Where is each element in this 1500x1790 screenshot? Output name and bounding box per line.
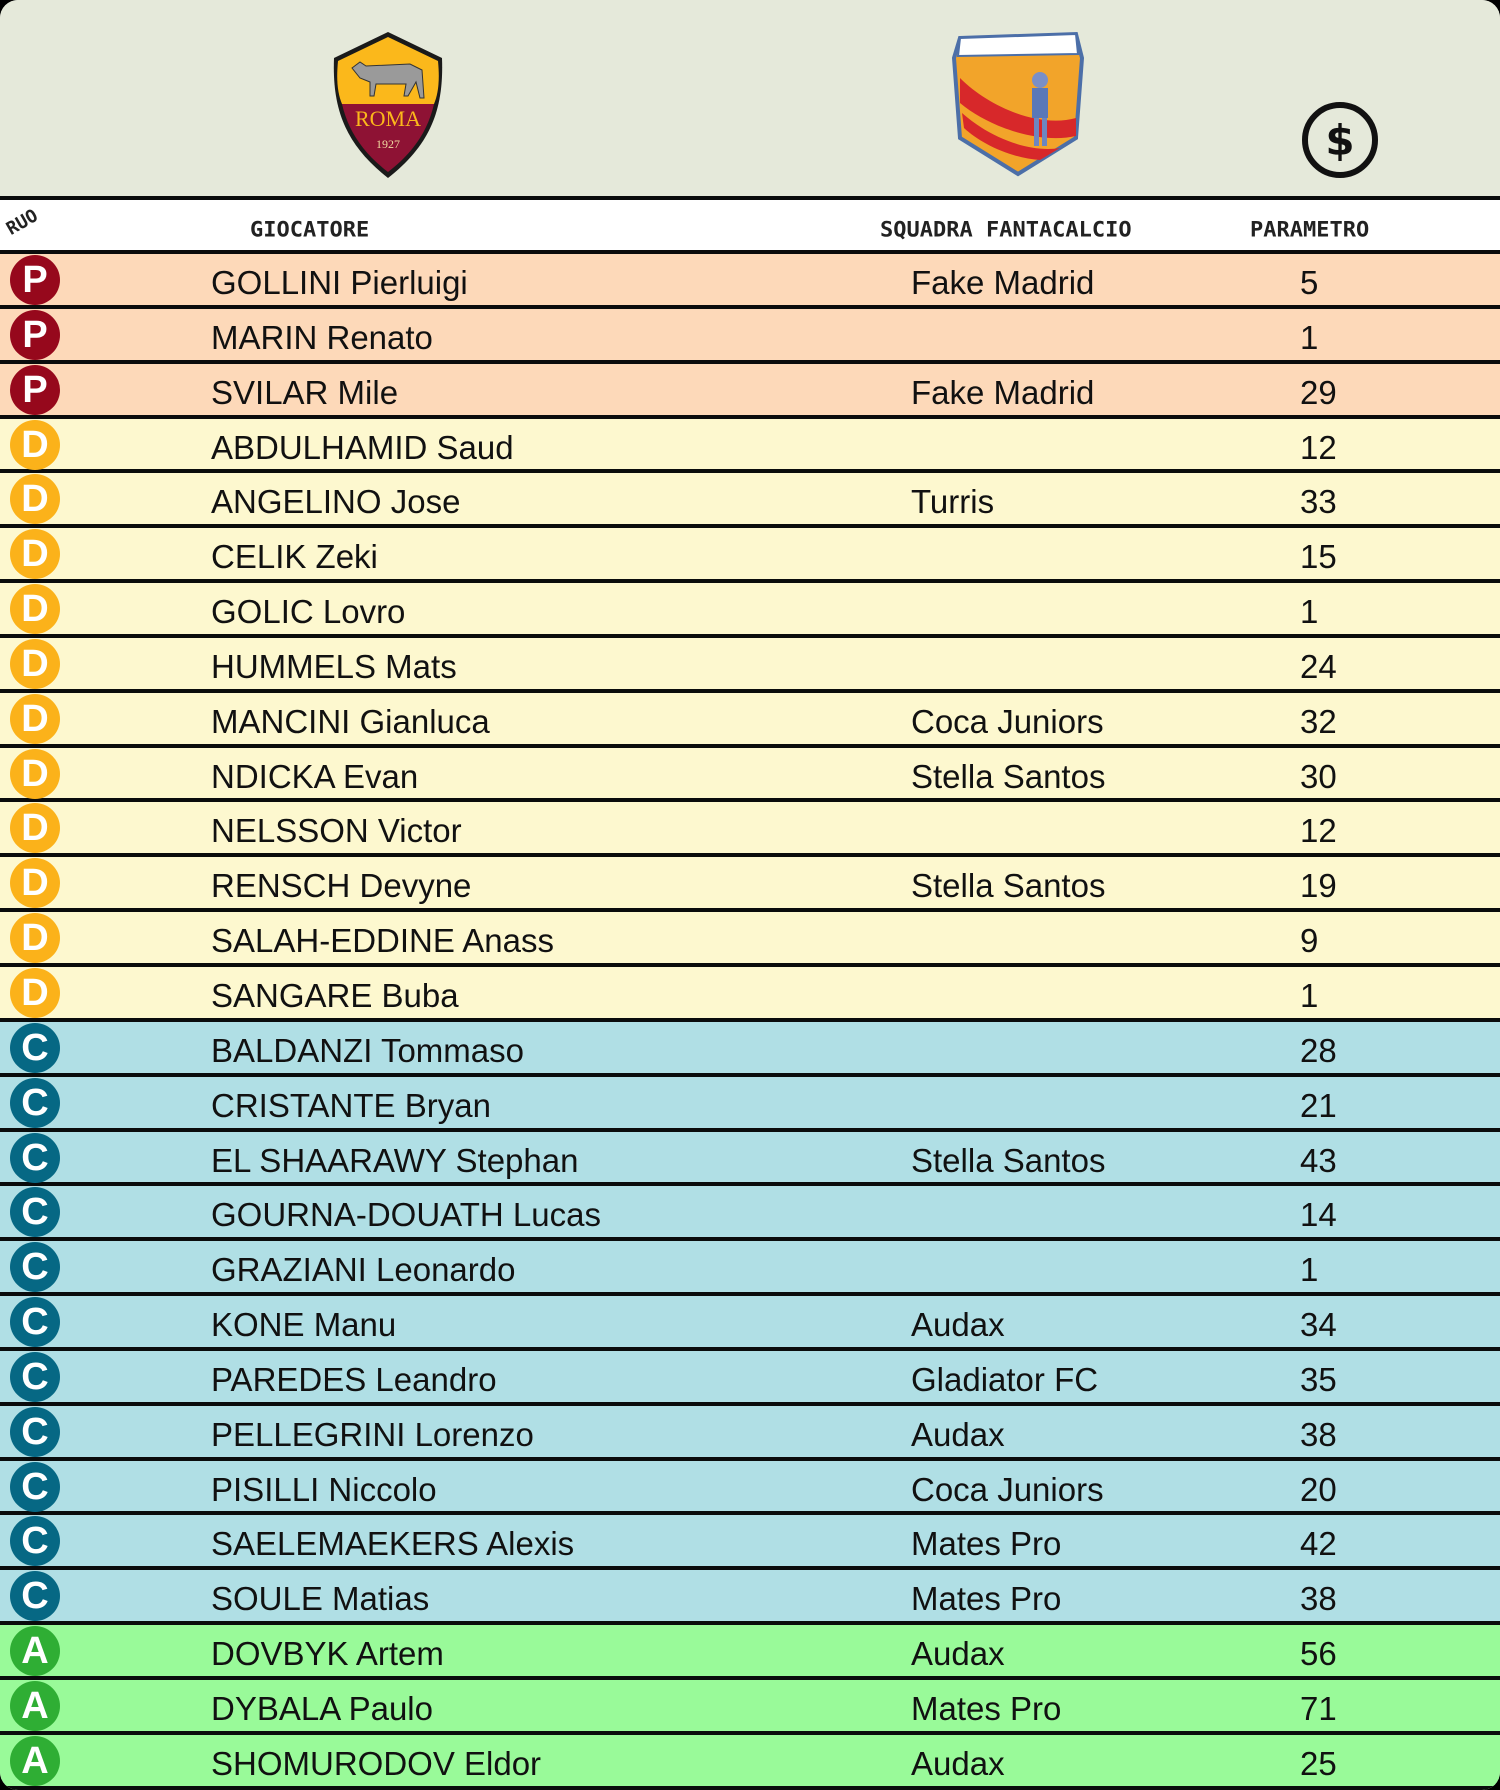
fantasy-team: Turris <box>911 483 995 521</box>
player-name: DOVBYK Artem <box>211 1635 444 1673</box>
column-header-row <box>0 196 1500 254</box>
role-badge: C <box>10 1078 60 1128</box>
player-name: SANGARE Buba <box>211 976 459 1014</box>
role-badge: C <box>10 1187 60 1237</box>
role-badge: D <box>10 913 60 963</box>
fantasy-team: Coca Juniors <box>911 1470 1104 1508</box>
table-row[interactable] <box>0 419 1500 474</box>
fantasy-team: Fake Madrid <box>911 373 1095 411</box>
role-badge: D <box>10 584 60 634</box>
table-row[interactable] <box>0 1241 1500 1296</box>
role-badge: P <box>10 365 60 415</box>
parameter-value: 35 <box>1300 1360 1337 1398</box>
column-header-role[interactable]: RUO <box>2 205 42 240</box>
table-row[interactable] <box>0 1351 1500 1406</box>
role-badge: C <box>10 1462 60 1512</box>
player-name: ABDULHAMID Saud <box>211 428 514 466</box>
role-badge: D <box>10 639 60 689</box>
player-name: DYBALA Paulo <box>211 1689 433 1727</box>
table-row[interactable] <box>0 1022 1500 1077</box>
table-row[interactable] <box>0 309 1500 364</box>
parameter-value: 1 <box>1300 593 1319 631</box>
parameter-value: 21 <box>1300 1086 1337 1124</box>
parameter-value: 38 <box>1300 1580 1337 1618</box>
role-badge: C <box>10 1407 60 1457</box>
player-list <box>0 254 1500 1790</box>
player-name: PELLEGRINI Lorenzo <box>211 1415 534 1453</box>
player-name: ANGELINO Jose <box>211 483 461 521</box>
role-badge: C <box>10 1571 60 1621</box>
role-badge: P <box>10 310 60 360</box>
player-name: SHOMURODOV Eldor <box>211 1744 542 1782</box>
role-badge: D <box>10 420 60 470</box>
fantasy-team: Audax <box>911 1415 1005 1453</box>
role-badge: C <box>10 1297 60 1347</box>
player-name: CELIK Zeki <box>211 538 378 576</box>
dollar-sign: $ <box>1325 116 1355 165</box>
player-name: MANCINI Gianluca <box>211 702 490 740</box>
player-name: CRISTANTE Bryan <box>211 1086 491 1124</box>
role-badge: D <box>10 749 60 799</box>
parameter-value: 24 <box>1300 647 1337 685</box>
table-row[interactable] <box>0 1186 1500 1241</box>
player-name: SAELEMAEKERS Alexis <box>211 1525 575 1563</box>
player-name: PISILLI Niccolo <box>211 1470 437 1508</box>
column-header-team[interactable]: SQUADRA FANTACALCIO <box>880 218 1132 243</box>
player-name: SOULE Matias <box>211 1580 430 1618</box>
table-row[interactable] <box>0 1735 1500 1790</box>
role-badge: C <box>10 1352 60 1402</box>
fantasy-team: Mates Pro <box>911 1580 1062 1618</box>
parameter-value: 71 <box>1300 1689 1337 1727</box>
table-row[interactable] <box>0 857 1500 912</box>
role-badge: D <box>10 968 60 1018</box>
table-row[interactable] <box>0 802 1500 857</box>
player-name: SALAH-EDDINE Anass <box>211 922 554 960</box>
role-badge: A <box>10 1626 60 1676</box>
role-badge: D <box>10 529 60 579</box>
header-band <box>0 0 1500 196</box>
table-row[interactable] <box>0 1570 1500 1625</box>
table-row[interactable] <box>0 1461 1500 1516</box>
player-name: NELSSON Victor <box>211 812 462 850</box>
table-row[interactable] <box>0 638 1500 693</box>
table-row[interactable] <box>0 912 1500 967</box>
parameter-value: 30 <box>1300 757 1337 795</box>
table-row[interactable] <box>0 967 1500 1022</box>
fantasy-team: Stella Santos <box>911 867 1106 905</box>
parameter-value: 9 <box>1300 922 1319 960</box>
player-name: NDICKA Evan <box>211 757 419 795</box>
role-badge: A <box>10 1681 60 1731</box>
role-badge: D <box>10 474 60 524</box>
role-badge: C <box>10 1023 60 1073</box>
parameter-value: 33 <box>1300 483 1337 521</box>
parameter-value: 12 <box>1300 428 1337 466</box>
role-badge: D <box>10 858 60 908</box>
table-row[interactable] <box>0 473 1500 528</box>
fantasy-team: Audax <box>911 1635 1005 1673</box>
parameter-value: 15 <box>1300 538 1337 576</box>
fantasy-team: Mates Pro <box>911 1689 1062 1727</box>
role-badge: C <box>10 1516 60 1566</box>
parameter-value: 1 <box>1300 1251 1319 1289</box>
role-badge: C <box>10 1242 60 1292</box>
table-row[interactable] <box>0 1680 1500 1735</box>
player-name: RENSCH Devyne <box>211 867 472 905</box>
player-name: EL SHAARAWY Stephan <box>211 1141 579 1179</box>
role-badge: A <box>10 1736 60 1786</box>
player-name: GRAZIANI Leonardo <box>211 1251 516 1289</box>
role-badge: P <box>10 255 60 305</box>
table-row[interactable] <box>0 748 1500 803</box>
parameter-value: 25 <box>1300 1744 1337 1782</box>
table-row[interactable] <box>0 1132 1500 1187</box>
player-name: GOLIC Lovro <box>211 593 406 631</box>
table-row[interactable] <box>0 1515 1500 1570</box>
table-row[interactable] <box>0 693 1500 748</box>
player-name: HUMMELS Mats <box>211 647 457 685</box>
fantasy-team: Gladiator FC <box>911 1360 1099 1398</box>
parameter-value: 14 <box>1300 1196 1337 1234</box>
role-badge: D <box>10 803 60 853</box>
column-header-parameter[interactable]: PARAMETRO <box>1250 218 1370 243</box>
column-header-player[interactable]: GIOCATORE <box>250 218 370 243</box>
player-name: KONE Manu <box>211 1306 397 1344</box>
fantasy-team: Stella Santos <box>911 1141 1106 1179</box>
player-name: GOURNA-DOUATH Lucas <box>211 1196 601 1234</box>
crest-text-roma: ROMA <box>354 106 422 131</box>
table-row[interactable] <box>0 583 1500 638</box>
player-name: GOLLINI Pierluigi <box>211 264 468 301</box>
as-roma-crest-icon <box>330 30 446 180</box>
parameter-value: 29 <box>1300 373 1337 411</box>
parameter-value: 28 <box>1300 1031 1337 1069</box>
parameter-value: 38 <box>1300 1415 1337 1453</box>
fantasy-team: Coca Juniors <box>911 702 1104 740</box>
table-row[interactable] <box>0 1077 1500 1132</box>
table-row[interactable] <box>0 254 1500 309</box>
crest-text-year: 1927 <box>376 137 400 151</box>
player-name: SVILAR Mile <box>211 373 399 411</box>
parameter-value: 19 <box>1300 867 1337 905</box>
dollar-coin-icon <box>1300 100 1380 180</box>
parameter-value: 56 <box>1300 1635 1337 1673</box>
parameter-value: 34 <box>1300 1306 1337 1344</box>
fantasy-team: Audax <box>911 1306 1005 1344</box>
table-row[interactable] <box>0 1296 1500 1351</box>
parameter-value: 5 <box>1300 264 1319 301</box>
fantasy-team: Audax <box>911 1744 1005 1782</box>
table-row[interactable] <box>0 1406 1500 1461</box>
parameter-value: 12 <box>1300 812 1337 850</box>
role-badge: C <box>10 1133 60 1183</box>
table-row[interactable] <box>0 1625 1500 1680</box>
league-crest-icon <box>950 28 1086 178</box>
player-name: MARIN Renato <box>211 318 433 356</box>
parameter-value: 43 <box>1300 1141 1337 1179</box>
fantasy-team: Mates Pro <box>911 1525 1062 1563</box>
parameter-value: 32 <box>1300 702 1337 740</box>
parameter-value: 1 <box>1300 318 1319 356</box>
fantasy-team: Fake Madrid <box>911 264 1095 301</box>
parameter-value: 42 <box>1300 1525 1337 1563</box>
player-name: BALDANZI Tommaso <box>211 1031 524 1069</box>
player-name: PAREDES Leandro <box>211 1360 497 1398</box>
role-badge: D <box>10 694 60 744</box>
table-row[interactable] <box>0 364 1500 419</box>
table-row[interactable] <box>0 528 1500 583</box>
parameter-value: 20 <box>1300 1470 1337 1508</box>
parameter-value: 1 <box>1300 976 1319 1014</box>
fantasy-team: Stella Santos <box>911 757 1106 795</box>
